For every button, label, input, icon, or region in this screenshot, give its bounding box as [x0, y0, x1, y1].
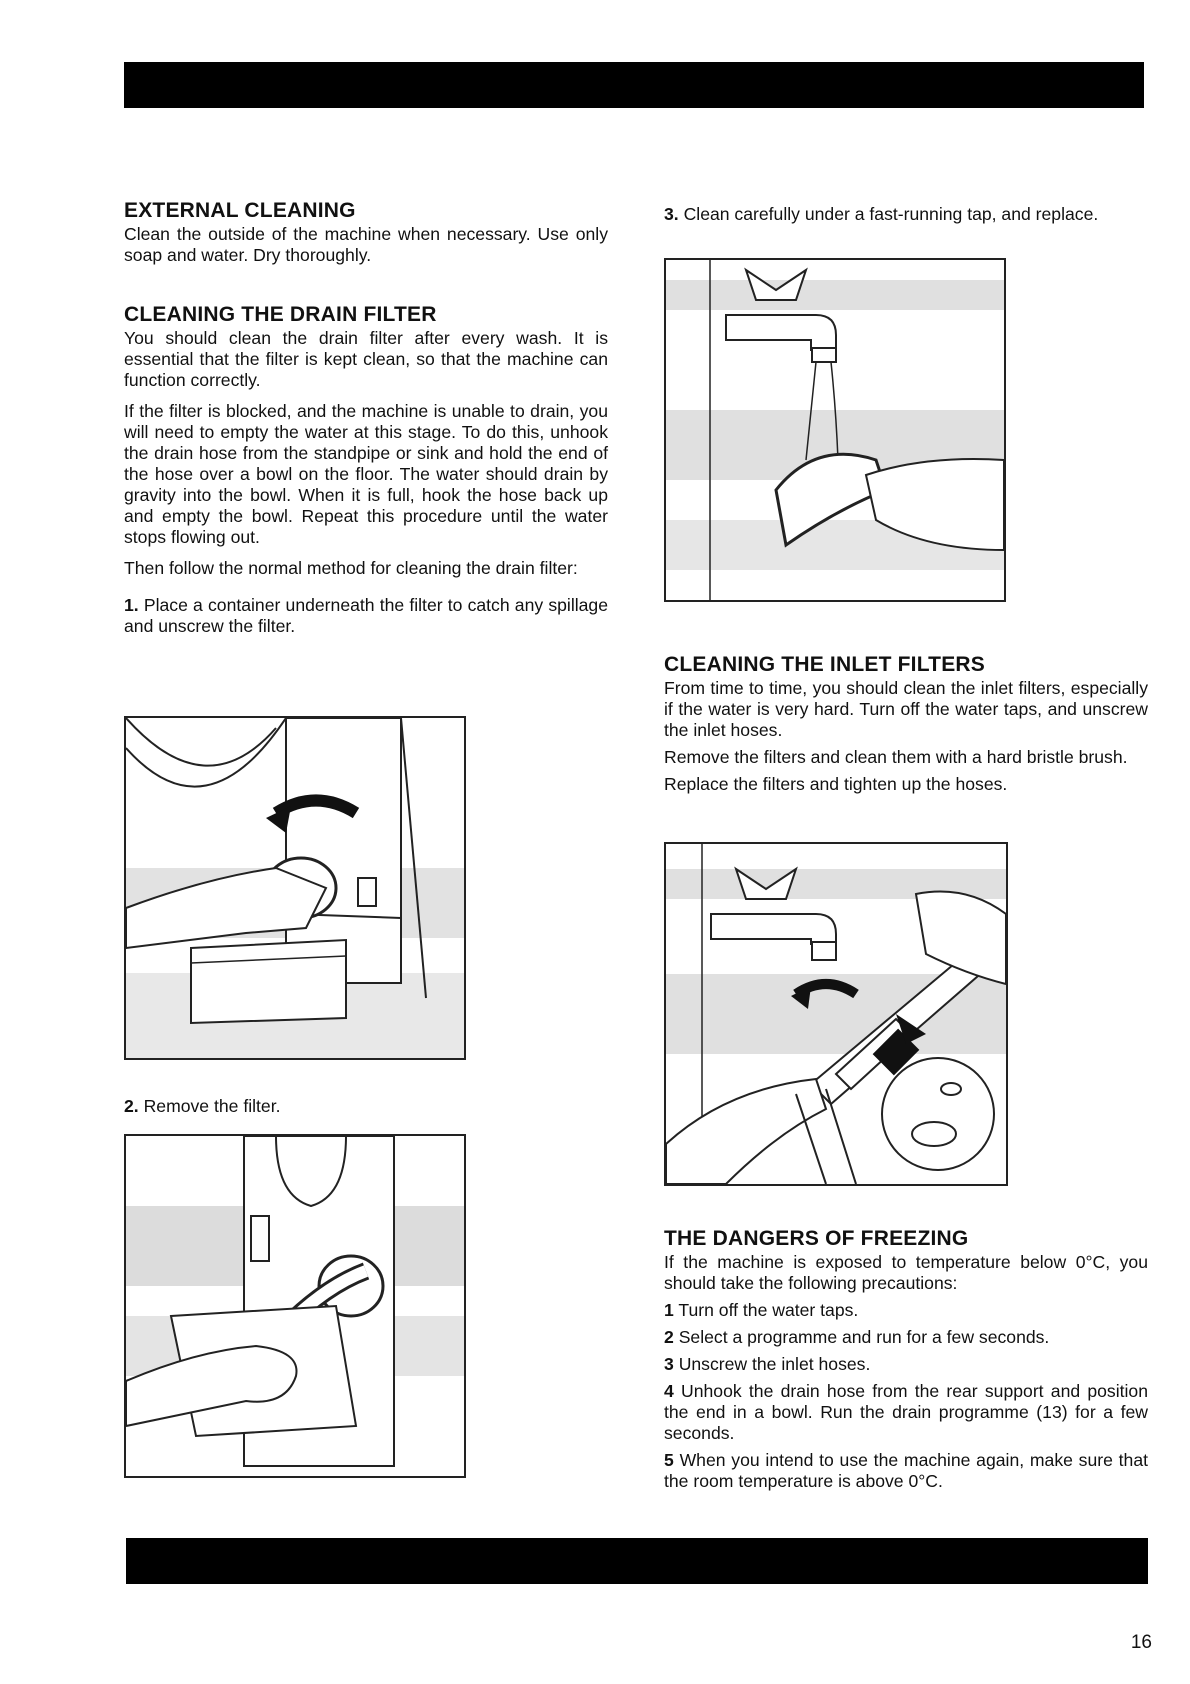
figure-unscrew-filter	[124, 716, 466, 1060]
step-number: 3	[664, 1354, 674, 1374]
inlet-filters-heading: CLEANING THE INLET FILTERS	[664, 653, 985, 676]
step-text: Unscrew the inlet hoses.	[678, 1354, 871, 1374]
drain-step-3	[664, 204, 1148, 225]
step-text: Unhook the drain hose from the rear support and position the end in a bowl. Run the drain programme (13) for a few seconds.	[664, 1381, 1149, 1443]
step-number: 1.	[124, 595, 139, 615]
freezing-steps-list	[664, 1300, 1148, 1492]
remove-filter-illustration	[126, 1136, 464, 1476]
step-text: Select a programme and run for a few seconds.	[678, 1327, 1050, 1347]
drain-step-1	[124, 595, 608, 637]
freezing-step	[664, 1327, 1148, 1348]
left-column	[124, 198, 608, 643]
step-text: Remove the filter.	[143, 1096, 281, 1116]
step-number: 2	[664, 1327, 674, 1347]
step-number: 1	[664, 1300, 674, 1320]
inlet-filter-illustration	[666, 844, 1006, 1184]
freezing-step	[664, 1300, 1148, 1321]
step-number: 3.	[664, 204, 679, 224]
freezing-heading: THE DANGERS OF FREEZING	[664, 1227, 969, 1250]
top-black-bar	[124, 62, 1144, 108]
freezing-intro: If the machine is exposed to temperature below 0°C, you should take the following precautions:	[664, 1252, 1148, 1293]
inlet-filters-section	[664, 652, 1148, 801]
inlet-filters-para1: From time to time, you should clean the inlet filters, especially if the water is very hard. Turn off the water taps, and unscrew the inlet hoses.	[664, 678, 1148, 740]
step-text: Clean carefully under a fast-running tap, and replace.	[683, 204, 1099, 224]
unscrew-filter-illustration	[126, 718, 464, 1058]
drain-filter-para3: Then follow the normal method for cleaning the drain filter:	[124, 558, 578, 578]
freezing-step	[664, 1450, 1148, 1492]
step-text: Place a container underneath the filter to catch any spillage and unscrew the filter.	[124, 595, 609, 636]
clean-under-tap-illustration	[666, 260, 1004, 600]
step-text: Turn off the water taps.	[678, 1300, 859, 1320]
drain-filter-para2: If the filter is blocked, and the machine is unable to drain, you will need to empty the water at this stage. To do this, unhook the drain hose from the standpipe or sink and hold the end of the hose over a bowl on the floor. The water should drain by gravity into the bowl. When it is full, hook the hose back up and empty the bowl. Repeat this procedure until the water stops flowing out.	[124, 401, 608, 547]
figure-clean-under-tap	[664, 258, 1006, 602]
figure-inlet-filter	[664, 842, 1008, 1186]
step-number: 4	[664, 1381, 674, 1401]
drain-step-2	[124, 1096, 608, 1117]
inlet-filters-para3: Replace the filters and tighten up the hoses.	[664, 774, 1008, 794]
page-number: 16	[1130, 1632, 1152, 1653]
inlet-filters-para2: Remove the filters and clean them with a hard bristle brush.	[664, 747, 1128, 767]
external-cleaning-body: Clean the outside of the machine when necessary. Use only soap and water. Dry thoroughly.	[124, 224, 608, 265]
drain-filter-heading: CLEANING THE DRAIN FILTER	[124, 303, 437, 326]
step-number: 5	[664, 1450, 674, 1470]
figure-remove-filter	[124, 1134, 466, 1478]
external-cleaning-heading: EXTERNAL CLEANING	[124, 199, 356, 222]
freezing-section	[664, 1226, 1148, 1498]
freezing-step	[664, 1354, 1148, 1375]
freezing-step	[664, 1381, 1148, 1444]
step-number: 2.	[124, 1096, 139, 1116]
bottom-black-bar	[126, 1538, 1148, 1584]
step-text: When you intend to use the machine again, make sure that the room temperature is above 0°C.	[664, 1450, 1148, 1491]
drain-filter-para1: You should clean the drain filter after every wash. It is essential that the filter is kept clean, so that the machine can function correctly.	[124, 328, 608, 390]
